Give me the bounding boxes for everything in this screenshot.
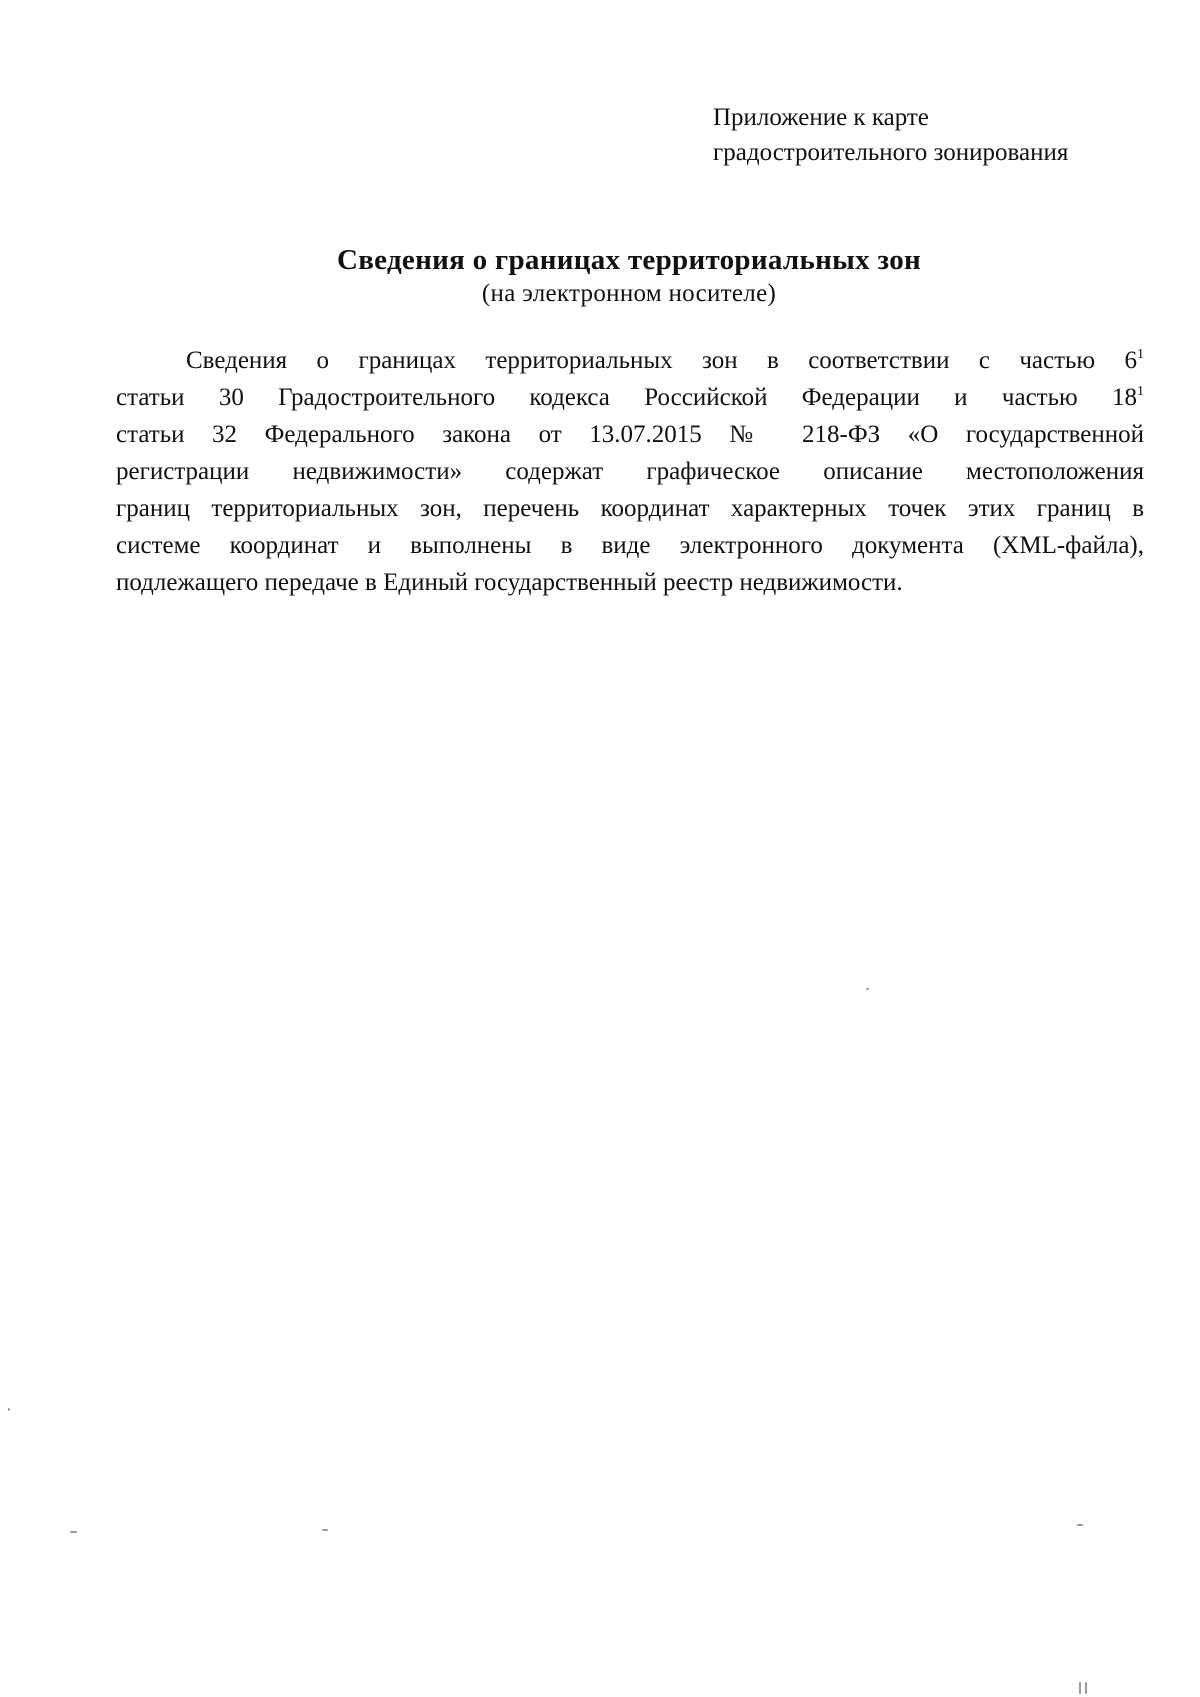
- superscript-2: 1: [1137, 384, 1144, 399]
- appendix-note-line-2: градостроительного зонирования: [713, 139, 1069, 166]
- paragraph-line-1: [116, 342, 1144, 379]
- paragraph-line-7: подлежащего передаче в Единый государственный реестр недвижимости.: [116, 569, 903, 596]
- scan-speck: [866, 988, 869, 990]
- paragraph-line-3: статьи 32 Федерального закона от 13.07.2015 № 218-ФЗ «О государственной: [116, 421, 1144, 448]
- paragraph-line-4: регистрации недвижимости» содержат графическое описание местоположения: [116, 458, 1144, 485]
- paragraph-line-2-text: статьи 30 Градостроительного кодекса Российской Федерации и частью 18: [116, 384, 1137, 411]
- scan-speck: [8, 1408, 10, 1411]
- document-subtitle: (на электронном носителе): [481, 280, 777, 307]
- paragraph-line-6: системе координат и выполнены в виде электронного документа (XML-файла),: [116, 532, 1144, 559]
- document-heading: [0, 242, 1200, 310]
- document-title: Сведения о границах территориальных зон: [336, 244, 922, 276]
- paragraph-line-2: [116, 379, 1144, 416]
- scan-speck: [1079, 1682, 1081, 1694]
- paragraph-line-1-text: Сведения о границах территориальных зон в соответствии с частью 6: [186, 347, 1137, 374]
- paragraph-line-5: границ территориальных зон, перечень координат характерных точек этих границ в: [116, 495, 1144, 522]
- scan-speck: [1077, 1524, 1083, 1526]
- scan-speck: [322, 1529, 328, 1531]
- appendix-note: [713, 100, 1153, 170]
- appendix-note-line-1: Приложение к карте: [713, 104, 929, 131]
- superscript-1: 1: [1137, 347, 1144, 362]
- scan-speck: [70, 1531, 77, 1533]
- scan-speck: [1085, 1682, 1087, 1694]
- body-paragraph: [116, 342, 1144, 601]
